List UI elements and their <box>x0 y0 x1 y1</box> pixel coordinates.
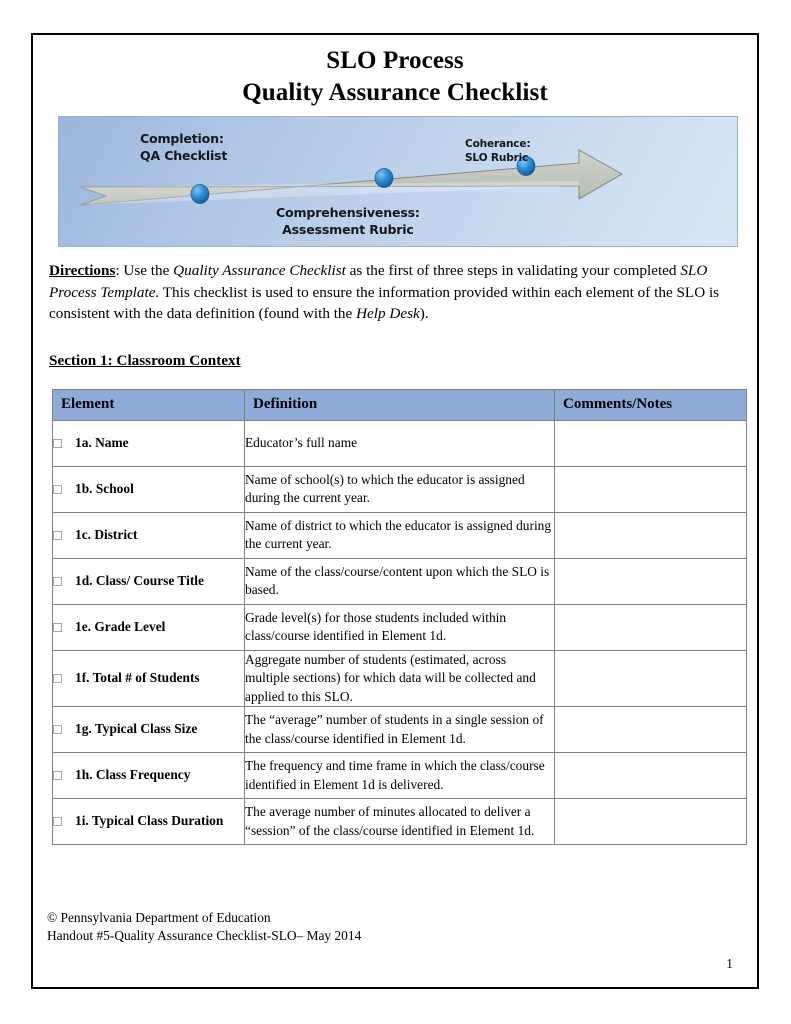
banner-label-coherance <box>465 137 530 166</box>
table-row <box>53 799 747 845</box>
checkbox-icon[interactable] <box>53 725 62 734</box>
element-label: 1h. Class Frequency <box>75 767 191 783</box>
page-title <box>47 45 743 108</box>
table-row <box>53 558 747 604</box>
element-wrap <box>53 435 244 452</box>
table-row <box>53 604 747 650</box>
comments-cell[interactable] <box>555 707 747 753</box>
directions-text-4: ). <box>419 305 429 323</box>
comments-cell[interactable] <box>555 558 747 604</box>
table-row <box>53 420 747 466</box>
definition-cell: Name of the class/course/content upon which the SLO is based. <box>245 558 555 604</box>
element-wrap <box>53 721 244 738</box>
table-row <box>53 512 747 558</box>
directions-lead-label: Directions <box>49 262 116 279</box>
definition-cell: Name of district to which the educator is assigned during the current year. <box>245 512 555 558</box>
banner-comprehensiveness-line1: Comprehensiveness: <box>276 205 420 220</box>
directions-paragraph <box>49 260 741 325</box>
table-header-row <box>53 389 747 420</box>
checkbox-icon[interactable] <box>53 817 62 826</box>
directions-italic-help-desk: Help Desk <box>356 305 420 323</box>
element-wrap <box>53 813 244 830</box>
comments-cell[interactable] <box>555 420 747 466</box>
element-wrap <box>53 670 244 687</box>
element-cell <box>53 604 245 650</box>
table-row <box>53 650 747 707</box>
element-cell <box>53 753 245 799</box>
directions-italic-qa-checklist: Quality Assurance Checklist <box>173 262 346 279</box>
element-label: 1d. Class/ Course Title <box>75 572 204 588</box>
checkbox-icon[interactable] <box>53 577 62 586</box>
element-cell <box>53 799 245 845</box>
page-footer <box>47 909 747 973</box>
directions-italic-slo-process-template: SLO Process Template. <box>49 262 708 301</box>
column-header-definition: Definition <box>245 389 555 420</box>
banner-coherance-line2: SLO Rubric <box>465 152 529 165</box>
element-label: 1i. Typical Class Duration <box>75 813 224 829</box>
slo-process-banner <box>58 116 738 247</box>
directions-text-3: This checklist is used to ensure the information provided within each element of the SLO is consistent with the data definition (found with the <box>49 283 720 323</box>
definition-cell: Educator’s full name <box>245 420 555 466</box>
banner-label-completion <box>140 130 227 164</box>
element-wrap <box>53 527 244 544</box>
banner-label-comprehensiveness <box>276 204 420 238</box>
checkbox-icon[interactable] <box>53 623 62 632</box>
title-line-2: Quality Assurance Checklist <box>242 78 548 106</box>
footer-handout: Handout #5-Quality Assurance Checklist-SLO– May 2014 <box>47 927 362 943</box>
checkbox-icon[interactable] <box>53 439 62 448</box>
directions-text-2: as the first of three steps in validating your completed <box>345 262 681 279</box>
element-cell <box>53 707 245 753</box>
document-page <box>31 33 759 989</box>
definition-cell: Aggregate number of students (estimated, across multiple sections) for which data will be collected and applied to this SLO. <box>245 650 555 707</box>
element-label: 1g. Typical Class Size <box>75 721 198 737</box>
banner-coherance-line1: Coherance: <box>465 138 531 150</box>
element-wrap <box>53 767 244 784</box>
element-label: 1e. Grade Level <box>75 618 166 634</box>
table-body <box>53 420 747 845</box>
element-wrap <box>53 619 244 636</box>
banner-comprehensiveness-line2: Assessment Rubric <box>282 222 414 237</box>
column-header-comments: Comments/Notes <box>555 389 747 420</box>
definition-cell: Name of school(s) to which the educator is assigned during the current year. <box>245 466 555 512</box>
element-label: 1b. School <box>75 480 134 496</box>
element-wrap <box>53 481 244 498</box>
comments-cell[interactable] <box>555 799 747 845</box>
element-cell <box>53 558 245 604</box>
definition-cell: The frequency and time frame in which the class/course identified in Element 1d is delivered. <box>245 753 555 799</box>
element-cell <box>53 512 245 558</box>
comments-cell[interactable] <box>555 650 747 707</box>
checkbox-icon[interactable] <box>53 674 62 683</box>
title-line-1: SLO Process <box>326 47 464 74</box>
directions-text-1: : Use the <box>115 262 174 279</box>
banner-completion-line1: Completion: <box>140 131 224 146</box>
table-row <box>53 707 747 753</box>
comments-cell[interactable] <box>555 512 747 558</box>
table-row <box>53 753 747 799</box>
checkbox-icon[interactable] <box>53 531 62 540</box>
definition-cell: The average number of minutes allocated to deliver a “session” of the class/course identified in Element 1d. <box>245 799 555 845</box>
banner-completion-line2: QA Checklist <box>140 148 228 163</box>
element-label: 1a. Name <box>75 434 129 450</box>
comments-cell[interactable] <box>555 604 747 650</box>
comments-cell[interactable] <box>555 753 747 799</box>
page-number: 1 <box>726 956 733 972</box>
comments-cell[interactable] <box>555 466 747 512</box>
element-wrap <box>53 573 244 590</box>
footer-copyright: © Pennsylvania Department of Education <box>47 909 271 925</box>
checkbox-icon[interactable] <box>53 771 62 780</box>
element-cell <box>53 650 245 707</box>
classroom-context-table <box>52 389 747 846</box>
section-heading-wrap <box>47 325 743 370</box>
definition-cell: Grade level(s) for those students included within class/course identified in Element 1d. <box>245 604 555 650</box>
definition-cell: The “average” number of students in a single session of the class/course identified in Element 1d. <box>245 707 555 753</box>
table-row <box>53 466 747 512</box>
column-header-element: Element <box>53 389 245 420</box>
checkbox-icon[interactable] <box>53 485 62 494</box>
element-label: 1f. Total # of Students <box>75 670 200 686</box>
section-heading: Section 1: Classroom Context <box>49 351 241 369</box>
element-cell <box>53 420 245 466</box>
element-cell <box>53 466 245 512</box>
element-label: 1c. District <box>75 526 138 542</box>
